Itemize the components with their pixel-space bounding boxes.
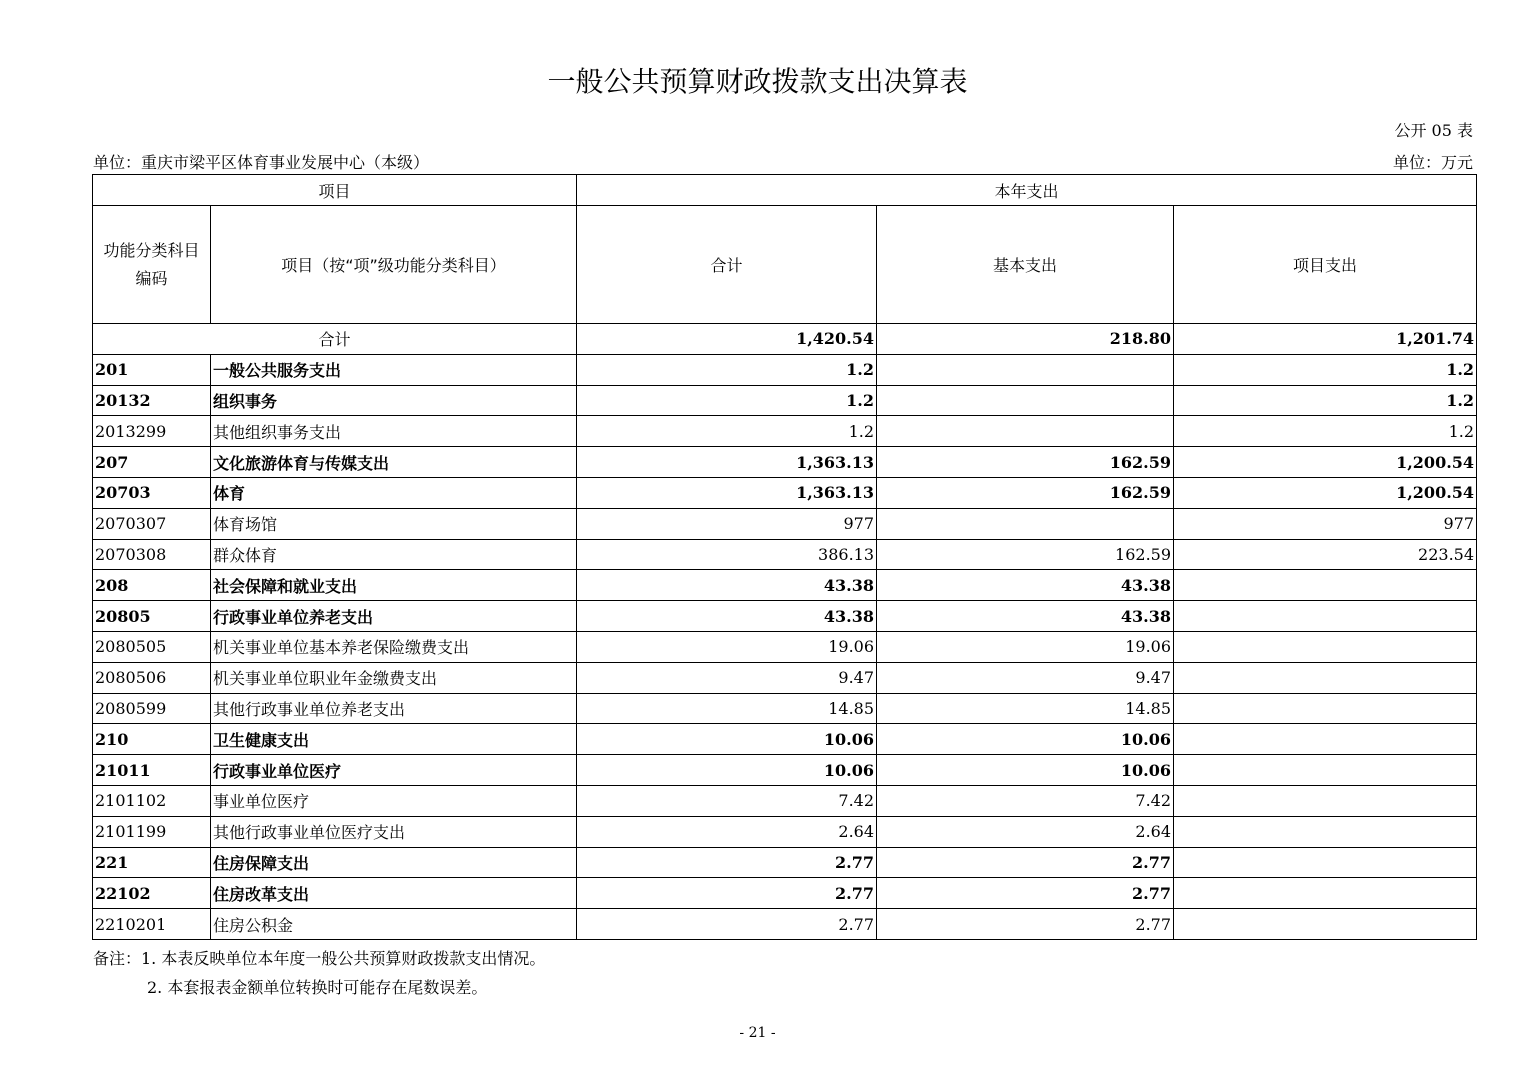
row-total: 1,363.13 [577, 447, 877, 478]
row-name: 体育 [211, 477, 577, 508]
row-total: 2.64 [577, 816, 877, 847]
row-proj [1174, 878, 1477, 909]
row-name: 体育场馆 [211, 508, 577, 539]
row-basic [877, 385, 1174, 416]
table-row [93, 878, 1477, 909]
currency-unit: 单位：万元 [1392, 153, 1473, 172]
row-proj [1174, 909, 1477, 940]
row-code: 20703 [93, 477, 211, 508]
row-name: 组织事务 [211, 385, 577, 416]
note-1: 备注：1. 本表反映单位本年度一般公共预算财政拨款支出情况。 [93, 949, 546, 968]
row-basic: 2.77 [877, 909, 1174, 940]
table-row [93, 447, 1477, 478]
row-proj [1174, 724, 1477, 755]
row-basic: 162.59 [877, 447, 1174, 478]
header-current-year: 本年支出 [577, 175, 1477, 206]
row-total: 14.85 [577, 693, 877, 724]
row-basic: 10.06 [877, 724, 1174, 755]
row-proj: 1.2 [1174, 416, 1477, 447]
total-basic: 218.80 [877, 324, 1174, 355]
row-total: 7.42 [577, 785, 877, 816]
row-name: 事业单位医疗 [211, 785, 577, 816]
row-code: 2013299 [93, 416, 211, 447]
page-title: 一般公共预算财政拨款支出决算表 [547, 65, 968, 98]
row-code: 207 [93, 447, 211, 478]
row-proj: 1.2 [1174, 354, 1477, 385]
row-code: 2101102 [93, 785, 211, 816]
row-name: 文化旅游体育与传媒支出 [211, 447, 577, 478]
row-code: 2101199 [93, 816, 211, 847]
row-code: 2070308 [93, 539, 211, 570]
row-proj [1174, 662, 1477, 693]
row-code: 20132 [93, 385, 211, 416]
row-name: 行政事业单位医疗 [211, 755, 577, 786]
row-total: 9.47 [577, 662, 877, 693]
row-code: 22102 [93, 878, 211, 909]
row-proj: 977 [1174, 508, 1477, 539]
row-proj [1174, 601, 1477, 632]
header-total: 合计 [577, 206, 877, 324]
row-basic [877, 508, 1174, 539]
row-name: 机关事业单位基本养老保险缴费支出 [211, 631, 577, 662]
row-total: 1,363.13 [577, 477, 877, 508]
row-total: 10.06 [577, 755, 877, 786]
table-row [93, 693, 1477, 724]
table-row [93, 816, 1477, 847]
row-name: 其他行政事业单位医疗支出 [211, 816, 577, 847]
row-total: 1.2 [577, 385, 877, 416]
row-proj: 1,200.54 [1174, 477, 1477, 508]
table-row [93, 539, 1477, 570]
row-name: 住房改革支出 [211, 878, 577, 909]
row-proj [1174, 570, 1477, 601]
row-name: 一般公共服务支出 [211, 354, 577, 385]
header-row-2 [93, 206, 1477, 324]
row-total: 43.38 [577, 570, 877, 601]
row-code: 201 [93, 354, 211, 385]
row-basic [877, 416, 1174, 447]
row-basic: 14.85 [877, 693, 1174, 724]
row-basic: 2.77 [877, 847, 1174, 878]
row-code: 2080599 [93, 693, 211, 724]
form-number: 公开 05 表 [1394, 121, 1473, 140]
table-row [93, 909, 1477, 940]
row-basic [877, 354, 1174, 385]
row-name: 住房公积金 [211, 909, 577, 940]
row-proj: 1,200.54 [1174, 447, 1477, 478]
row-proj [1174, 693, 1477, 724]
header-proj: 项目支出 [1174, 206, 1477, 324]
row-code: 208 [93, 570, 211, 601]
row-code: 20805 [93, 601, 211, 632]
table-row [93, 724, 1477, 755]
row-name: 群众体育 [211, 539, 577, 570]
row-code: 2080505 [93, 631, 211, 662]
row-basic: 43.38 [877, 601, 1174, 632]
row-basic: 2.64 [877, 816, 1174, 847]
header-item: 项目（按“项”级功能分类科目） [211, 206, 577, 324]
table-row [93, 785, 1477, 816]
row-proj [1174, 847, 1477, 878]
row-total: 19.06 [577, 631, 877, 662]
row-basic: 2.77 [877, 878, 1174, 909]
row-name: 机关事业单位职业年金缴费支出 [211, 662, 577, 693]
table-row [93, 508, 1477, 539]
header-project: 项目 [93, 175, 577, 206]
row-basic: 162.59 [877, 539, 1174, 570]
row-code: 210 [93, 724, 211, 755]
table-row [93, 755, 1477, 786]
row-name: 其他行政事业单位养老支出 [211, 693, 577, 724]
row-total: 43.38 [577, 601, 877, 632]
table-row [93, 631, 1477, 662]
table-row [93, 847, 1477, 878]
row-code: 2210201 [93, 909, 211, 940]
row-total: 1.2 [577, 354, 877, 385]
row-total: 2.77 [577, 878, 877, 909]
row-basic: 43.38 [877, 570, 1174, 601]
table-row [93, 477, 1477, 508]
row-basic: 162.59 [877, 477, 1174, 508]
row-name: 卫生健康支出 [211, 724, 577, 755]
table-row [93, 601, 1477, 632]
row-basic: 19.06 [877, 631, 1174, 662]
table-row [93, 662, 1477, 693]
note-2: 2. 本套报表金额单位转换时可能存在尾数误差。 [147, 978, 488, 997]
row-basic: 9.47 [877, 662, 1174, 693]
row-name: 行政事业单位养老支出 [211, 601, 577, 632]
row-total: 10.06 [577, 724, 877, 755]
header-code: 功能分类科目编码 [93, 206, 211, 324]
table-row [93, 385, 1477, 416]
row-total: 977 [577, 508, 877, 539]
row-code: 221 [93, 847, 211, 878]
table-row [93, 570, 1477, 601]
total-row [93, 324, 1477, 355]
row-basic: 10.06 [877, 755, 1174, 786]
table-row [93, 354, 1477, 385]
total-label: 合计 [93, 324, 577, 355]
row-total: 2.77 [577, 847, 877, 878]
total-amount: 1,420.54 [577, 324, 877, 355]
row-proj [1174, 631, 1477, 662]
row-name: 社会保障和就业支出 [211, 570, 577, 601]
row-total: 1.2 [577, 416, 877, 447]
row-proj [1174, 755, 1477, 786]
row-proj: 223.54 [1174, 539, 1477, 570]
page-number: - 21 - [739, 1025, 776, 1041]
reporting-unit: 单位：重庆市梁平区体育事业发展中心（本级） [93, 153, 430, 172]
row-total: 386.13 [577, 539, 877, 570]
total-proj: 1,201.74 [1174, 324, 1477, 355]
table-row [93, 416, 1477, 447]
row-code: 2080506 [93, 662, 211, 693]
row-code: 2070307 [93, 508, 211, 539]
row-proj [1174, 785, 1477, 816]
row-proj: 1.2 [1174, 385, 1477, 416]
row-proj [1174, 816, 1477, 847]
header-row-1 [93, 175, 1477, 206]
expenditure-table [92, 174, 1477, 940]
row-code: 21011 [93, 755, 211, 786]
header-basic: 基本支出 [877, 206, 1174, 324]
notes [93, 944, 545, 1002]
row-basic: 7.42 [877, 785, 1174, 816]
row-total: 2.77 [577, 909, 877, 940]
row-name: 其他组织事务支出 [211, 416, 577, 447]
row-name: 住房保障支出 [211, 847, 577, 878]
